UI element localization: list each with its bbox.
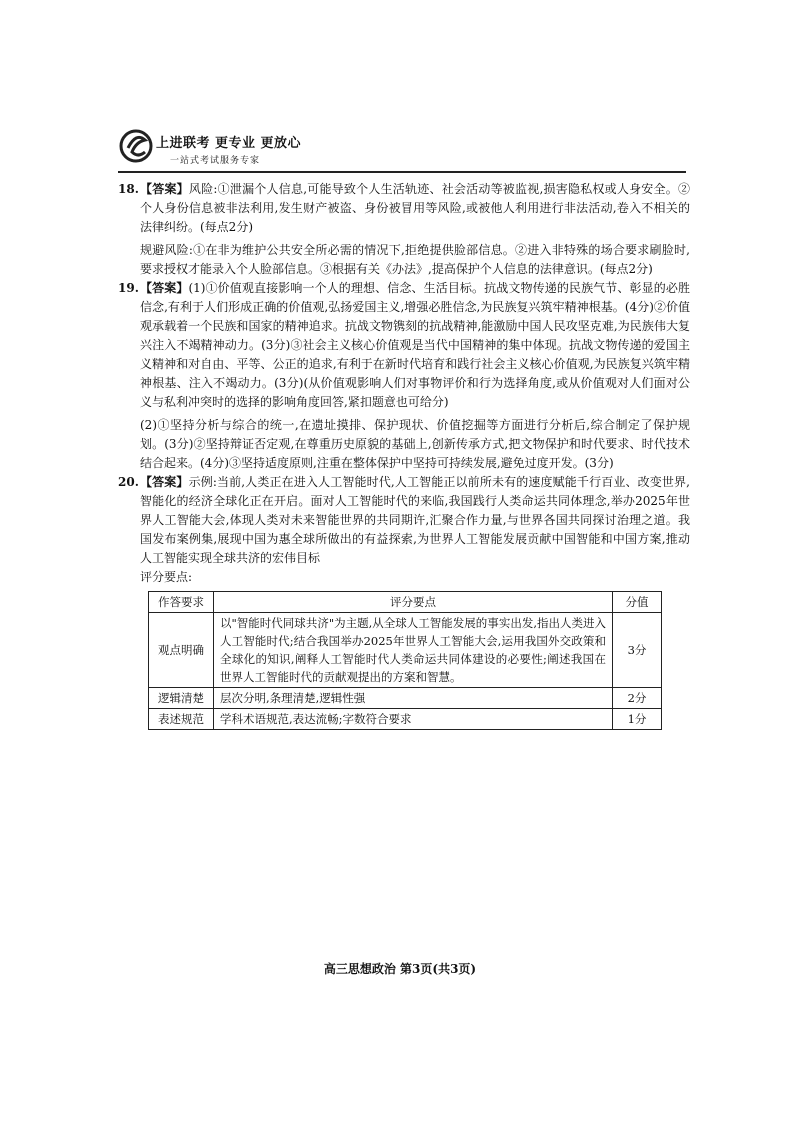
question-20	[118, 473, 690, 587]
answer-paragraph: (2)①坚持分析与综合的统一,在遗址摸排、保护现状、价值挖掘等方面进行分析后,综合制定了保护规划。(3分)②坚持辩证否定观,在尊重历史原貌的基础上,创新传承方式,把文物保护和时代要求、时代技术结合起来。(4分)③坚持适度原则,注重在整体保护中坚持可持续发展,避免过度开发。(3分)	[140, 418, 690, 470]
table-cell-requirement: 表述规范	[149, 709, 214, 730]
table-cell-criteria: 层次分明,条理清楚,逻辑性强	[214, 688, 613, 709]
answer-tag: 【答案】	[140, 182, 189, 196]
page-footer: 高三思想政治 第3页(共3页)	[323, 962, 477, 976]
table-row	[149, 709, 662, 730]
question-number: 20.	[118, 475, 139, 489]
table-cell-requirement: 观点明确	[149, 613, 214, 688]
answer-paragraph: 规避风险:①在非为维护公共安全所必需的情况下,拒绝提供脸部信息。②进入非特殊的场合要求刷脸时,要求授权才能录入个人脸部信息。③根据有关《办法》,提高保护个人信息的法律意识。(每点2分)	[140, 243, 690, 276]
answer-content	[118, 180, 690, 730]
answer-text: (1)①价值观直接影响一个人的理想、信念、生活目标。抗战文物传递的民族气节、彰显的必胜信念,有利于人们形成正确的价值观,弘扬爱国主义,增强必胜信念,为民族复兴筑牢精神根基。(4分)②价值观承载着一个民族和国家的精神追求。抗战文物镌刻的抗战精神,能激励中国人民攻坚克难,为民族伟大复兴注入不竭精神动力。(3分)③社会主义核心价值观是当代中国精神的集中体现。抗战文物传递的爱国主义精神和对自由、平等、公正的追求,有利于在新时代培育和践行社会主义核心价值观,为民族复兴筑牢精神根基、注入不竭动力。(3分)(从价值观影响人们对事物评价和行为选择角度,或从价值观对人们面对公义与私利冲突时的选择的影响角度回答,紧扣题意也可给分)	[140, 281, 690, 409]
table-row	[149, 613, 662, 688]
table-cell-points: 1分	[613, 709, 662, 730]
answer-paragraph	[140, 180, 690, 237]
scoring-table	[148, 591, 662, 730]
table-row	[149, 688, 662, 709]
answer-text: 风险:①泄漏个人信息,可能导致个人生活轨迹、社会活动等被监视,损害隐私权或人身安全。②个人身份信息被非法利用,发生财产被盗、身份被冒用等风险,或被他人利用进行非法活动,卷入不相关的法律纠纷。(每点2分)	[140, 182, 690, 234]
table-cell-criteria: 学科术语规范,表达流畅;字数符合要求	[214, 709, 613, 730]
answer-tag: 【答案】	[140, 475, 189, 489]
rubric-title: 评分要点:	[140, 570, 193, 584]
table-header: 作答要求	[149, 592, 214, 613]
question-18	[118, 180, 690, 279]
header-divider	[118, 171, 686, 173]
question-19	[118, 279, 690, 473]
brand-logo-icon	[118, 128, 154, 164]
question-number: 19.	[118, 281, 139, 295]
table-header: 分值	[613, 592, 662, 613]
table-cell-points: 3分	[613, 613, 662, 688]
question-number: 18.	[118, 182, 139, 196]
header-logo	[118, 126, 318, 170]
answer-paragraph	[140, 279, 690, 412]
table-cell-requirement: 逻辑清楚	[149, 688, 214, 709]
table-header: 评分要点	[214, 592, 613, 613]
table-cell-points: 2分	[613, 688, 662, 709]
answer-text: 示例:当前,人类正在进入人工智能时代,人工智能正以前所未有的速度赋能千行百业、改变世界,智能化的经济全球化正在开启。面对人工智能时代的来临,我国践行人类命运共同体理念,举办2025年世界人工智能大会,体现人类对未来智能世界的共同期许,汇聚合作力量,与世界各国共同探讨治理之道。我国发布案例集,展现中国为惠全球所做出的有益探索,为世界人工智能发展贡献中国智能和中国方案,推动人工智能实现全球共济的宏伟目标	[140, 475, 690, 565]
answer-paragraph	[140, 473, 690, 568]
table-cell-criteria: 以"智能时代同球共济"为主题,从全球人工智能发展的事实出发,指出人类进入人工智能时代;结合我国举办2025年世界人工智能大会,运用我国外交政策和全球化的知识,阐释人工智能时代人类命运共同体建设的必要性;阐述我国在世界人工智能时代的贡献观提出的方案和智慧。	[214, 613, 613, 688]
answer-tag: 【答案】	[140, 281, 189, 295]
table-header-row	[149, 592, 662, 613]
brand-tagline: 一站式考试服务专家	[170, 156, 261, 166]
brand-name: 上进联考 更专业 更放心	[156, 136, 302, 151]
